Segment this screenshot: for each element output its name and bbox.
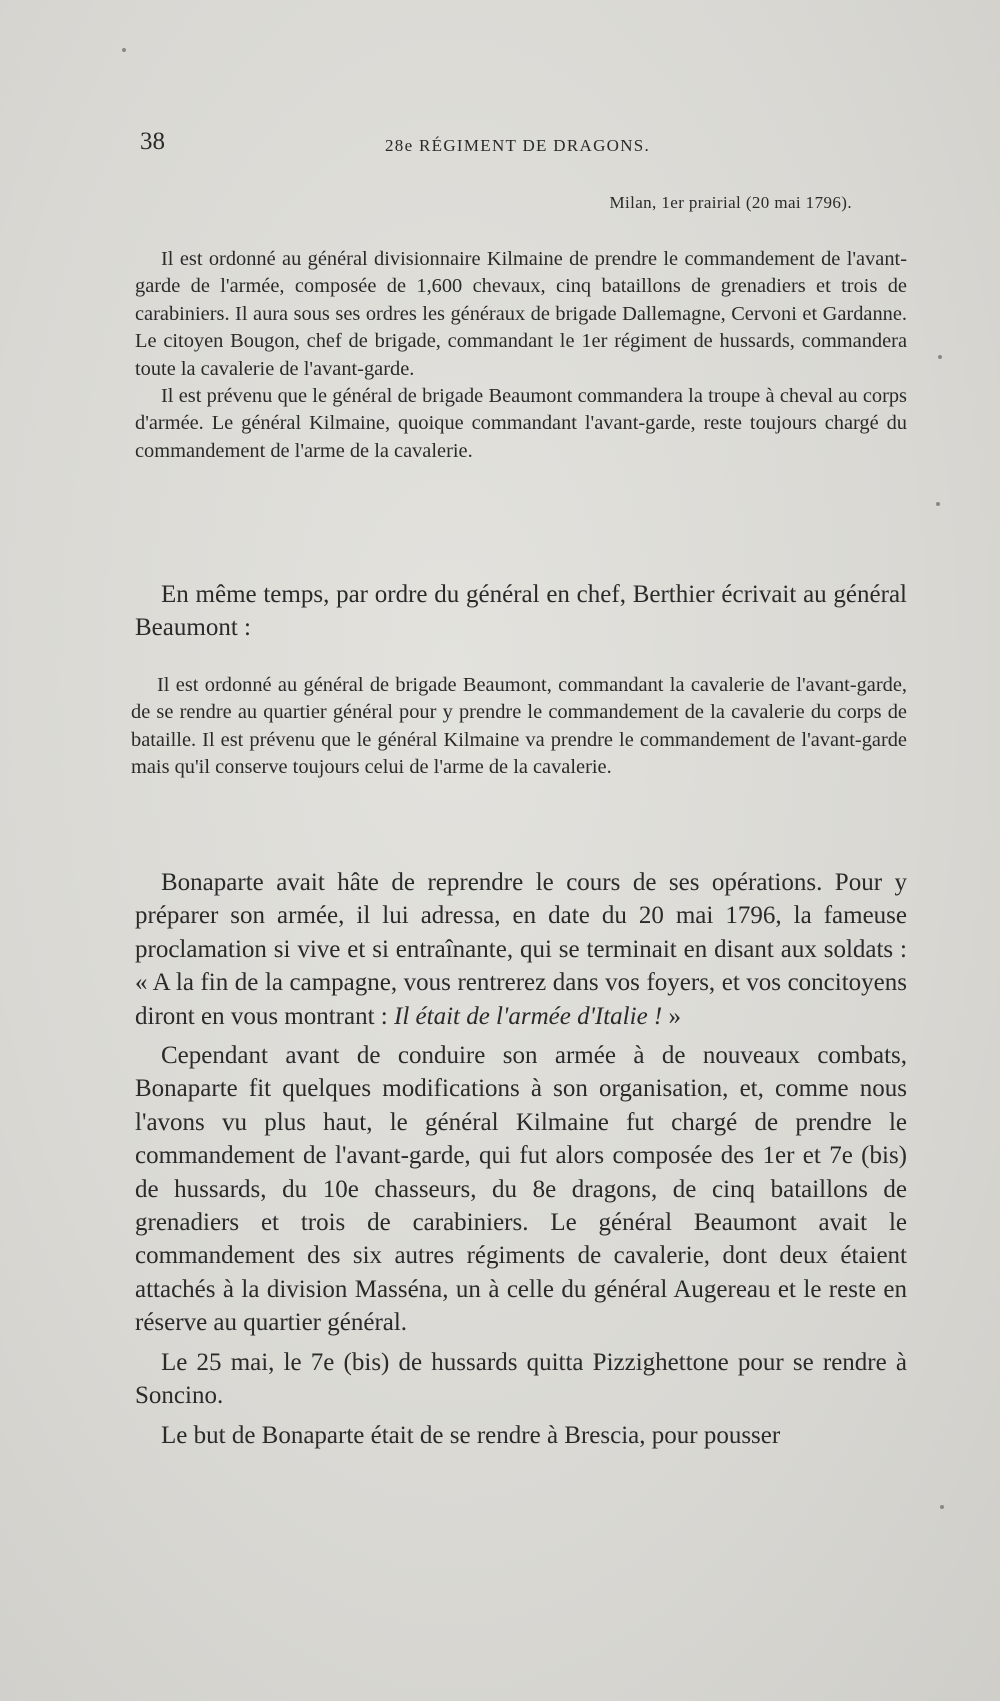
order-one-paragraph: Il est prévenu que le général de brigade Beaumont commandera la troupe à cheval au corps d'armée. Le général Kilmaine, quoique commandant l'avant-garde, reste toujours chargé du commandement de l'arme de la cavalerie. (135, 385, 907, 462)
body-paragraph: Le but de Bonaparte était de se rendre à Brescia, pour pousser (161, 1421, 781, 1449)
body-text-span: » (662, 1002, 681, 1030)
paper-speck (122, 48, 126, 52)
italic-quote: Il était de l'armée d'Italie ! (394, 1002, 663, 1030)
paper-speck (938, 355, 942, 359)
order-one (135, 246, 907, 465)
page-header (140, 128, 910, 168)
body-text (135, 866, 907, 1458)
body-text-span: Bonaparte avait hâte de reprendre le cours de ses opérations. Pour y préparer son armée, il lui adressa, en date du 20 mai 1796, la fameuse proclamation si vive et si entraînante, qui se terminait en disant aux soldats : « A la fin de la campagne, vous rentrerez dans vos foyers, et vos concitoyens diront en vous montrant : (135, 869, 907, 1030)
paper-speck (940, 1505, 944, 1509)
order-two (131, 672, 907, 782)
paper-speck (936, 502, 940, 506)
page-number: 38 (140, 128, 165, 155)
order-one-paragraph: Il est ordonné au général divisionnaire Kilmaine de prendre le commandement de l'avant-garde de l'armée, composée de 1,600 chevaux, cinq bataillons de grenadiers et trois de carabiniers. Il aura sous ses ordres les généraux de brigade Dallemagne, Cervoni et Gardanne. Le citoyen Bougon, chef de brigade, commandant le 1er régiment de hussards, commandera toute la cavalerie de l'avant-garde. (135, 248, 907, 380)
body-paragraph: Cependant avant de conduire son armée à de nouveaux combats, Bonaparte fit quelques modifications à son organisation, et, comme nous l'avons vu plus haut, le général Kilmaine fut chargé de prendre le commandement de l'avant-garde, qui fut alors composée des 1er et 7e (bis) de hussards, du 10e chasseurs, du 8e dragons, de cinq bataillons de grenadiers et trois de carabiniers. Le général Beaumont avait le commandement des six autres régiments de cavalerie, dont deux étaient attachés à la division Masséna, un à celle du général Augereau et le reste en réserve au quartier général. (135, 1042, 907, 1337)
intro-text: En même temps, par ordre du général en chef, Berthier écrivait au général Beaumont : (135, 581, 907, 642)
body-paragraph (135, 866, 907, 1033)
order-two-paragraph: Il est ordonné au général de brigade Beaumont, commandant la cavalerie de l'avant-garde, de se rendre au quartier général pour y prendre le commandement de la cavalerie du corps de bataille. Il est prévenu que le général Kilmaine va prendre le commandement de l'avant-garde mais qu'il conserve toujours celui de l'arme de la cavalerie. (131, 674, 907, 779)
running-title: 28e RÉGIMENT DE DRAGONS. (385, 136, 651, 155)
intro-paragraph (135, 578, 907, 645)
dateline: Milan, 1er prairial (20 mai 1796). (609, 193, 852, 212)
body-paragraph: Le 25 mai, le 7e (bis) de hussards quitta Pizzighettone pour se rendre à Soncino. (135, 1348, 907, 1410)
